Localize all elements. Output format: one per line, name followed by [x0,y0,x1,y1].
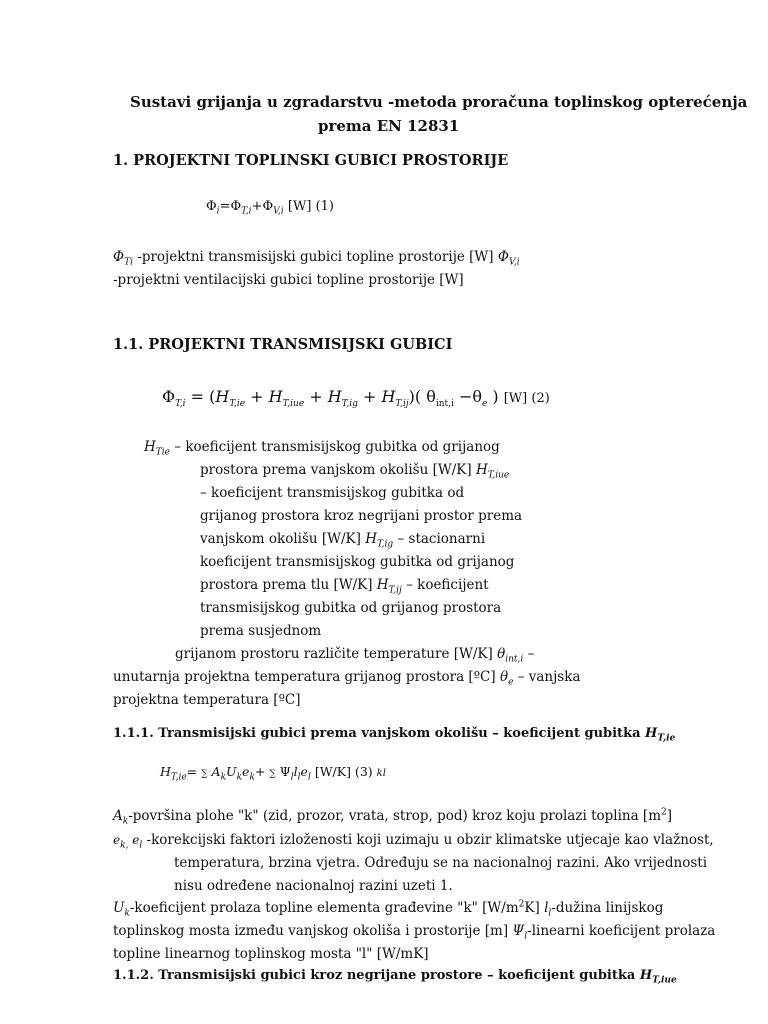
equation-1-formula: $\Phi_i=\Phi_{T,i}+\Phi_{V,i}$ [206,199,284,217]
equation-3 [160,762,386,784]
def2-line9: prema susjednom [200,623,322,639]
symbol-h-tie: $H_{Tie}$ [144,439,170,458]
def2-line7: prostora prema tlu [W/K] $H_{T,ij}$ – koeficijent [200,577,489,596]
symbol-l-l: $l_l$ [544,900,552,919]
def2-line5: vanjskom okolišu [W/K] $H_{T,ig}$ – stacionarni [200,531,486,550]
equation-3-formula: $H_{T,ie}=$ ∑ $A_kU_ke_k+$ ∑ $\Psi_ll_le_l$ [160,764,311,783]
def3-line7: topline linearnog toplinskog mosta "l" [W/mK] [113,946,429,962]
def2-line8: transmisijskog gubitka od grijanog prostora [200,600,502,616]
def2-line3: – koeficijent transmisijskog gubitka od [200,485,465,501]
symbol-theta-e: $\theta_e$ [499,669,514,688]
symbol-h-tiue: $H_{T,iue}$ [475,462,510,481]
def2-line2: prostora prema vanjskom okolišu [W/K] $H_{T,iue}$ [200,462,510,481]
def2-line4: grijanog prostora kroz negrijani prostor prema [200,508,523,524]
symbol-h-tie-heading: $H_{T,ie}$ [645,726,676,744]
symbol-u-k: $U_k$ [113,900,130,919]
def2-line1: $H_{Tie}$ – koeficijent transmisijskog gubitka od grijanog [144,439,500,458]
section-heading-1-1: 1.1. PROJEKTNI TRANSMISIJSKI GUBICI [113,336,453,353]
section-heading-1-1-2: 1.1.2. Transmisijski gubici kroz negrijane prostore – koeficijent gubitka $H_{T,iue}$ [113,968,677,986]
symbol-h-tig: $H_{T,ig}$ [365,531,394,550]
def2-line11: unutarnja projektna temperatura grijanog prostora [ºC] $\theta_e$ – vanjska [113,669,581,688]
def2-line12: projektna temperatura [ºC] [113,692,301,708]
def2-line10: grijanom prostoru različite temperature [W/K] $\theta_{int,i}$ – [175,646,535,665]
symbol-h-tiue-heading: $H_{T,iue}$ [639,968,677,986]
document-title-line2: prema EN 12831 [318,117,460,135]
def3-line6: toplinskog mosta između vanjskog okoliša i prostorije [m] $\Psi_l$-linearni koeficijent prolaza [113,923,716,942]
document-title-line1: Sustavi grijanja u zgradarstvu -metoda proračuna toplinskog opterećenja [130,93,748,111]
equation-1 [206,197,334,217]
def3-line4: nisu određene nacionalnoj razini uzeti 1. [174,878,453,894]
equation-1-unit: [W] (1) [287,199,334,214]
section-heading-1-1-1: 1.1.1. Transmisijski gubici prema vanjskom okolišu – koeficijent gubitka $H_{T,ie}$ [113,726,676,744]
symbol-psi-l: $\Psi_l$ [512,923,528,942]
section-heading-1: 1. PROJEKTNI TOPLINSKI GUBICI PROSTORIJE [113,152,509,169]
definition-phi-t-text: -projektni transmisijski gubici topline prostorije [W] [137,249,494,265]
equation-3-unit: [W/K] (3) [314,764,373,779]
equation-2 [162,387,550,409]
def3-line5: $U_k$-koeficijent prolaza topline elementa građevine "k" $[W/m^2K]$ $l_l$-dužina linijskog [113,899,664,919]
symbol-h-tij: $H_{T,ij}$ [376,577,402,596]
symbol-e-k-e-l: $e_{k,}$ $e_l$ [113,833,143,851]
equation-3-indices: kl [376,768,386,779]
def2-line6: koeficijent transmisijskog gubitka od grijanog [200,554,515,570]
equation-2-formula: $\Phi_{T,i} = (H_{T,ie} + H_{T,iue} + H_{T,ig} + H_{T,ij})$( $\theta_{int,i} -\theta_e$ ) [162,387,499,410]
def3-line3: temperatura, brzina vjetra. Određuju se na nacionalnoj razini. Ako vrijednosti [174,855,708,871]
symbol-phi-ti: $\Phi_{Ti}$ [113,249,133,268]
equation-2-unit: [W] (2) [503,391,550,406]
def3-line1: $A_k$-površina plohe "k" (zid, prozor, vrata, strop, pod) kroz koju prolazi toplina $[m^2]$ [113,807,673,827]
symbol-a-k: $A_k$ [113,808,129,827]
symbol-theta-int: $\theta_{int,i}$ [497,646,524,665]
def3-line2: $e_{k,}$ $e_l$ -korekcijski faktori izloženosti koji uzimaju u obzir klimatske utjecaje kao vlažnost, [113,832,714,851]
definition-phi-v: -projektni ventilacijski gubici topline prostorije [W] [113,272,464,288]
definition-phi-t [113,247,520,267]
symbol-phi-vi: $\Phi_{V,i}$ [497,249,520,268]
